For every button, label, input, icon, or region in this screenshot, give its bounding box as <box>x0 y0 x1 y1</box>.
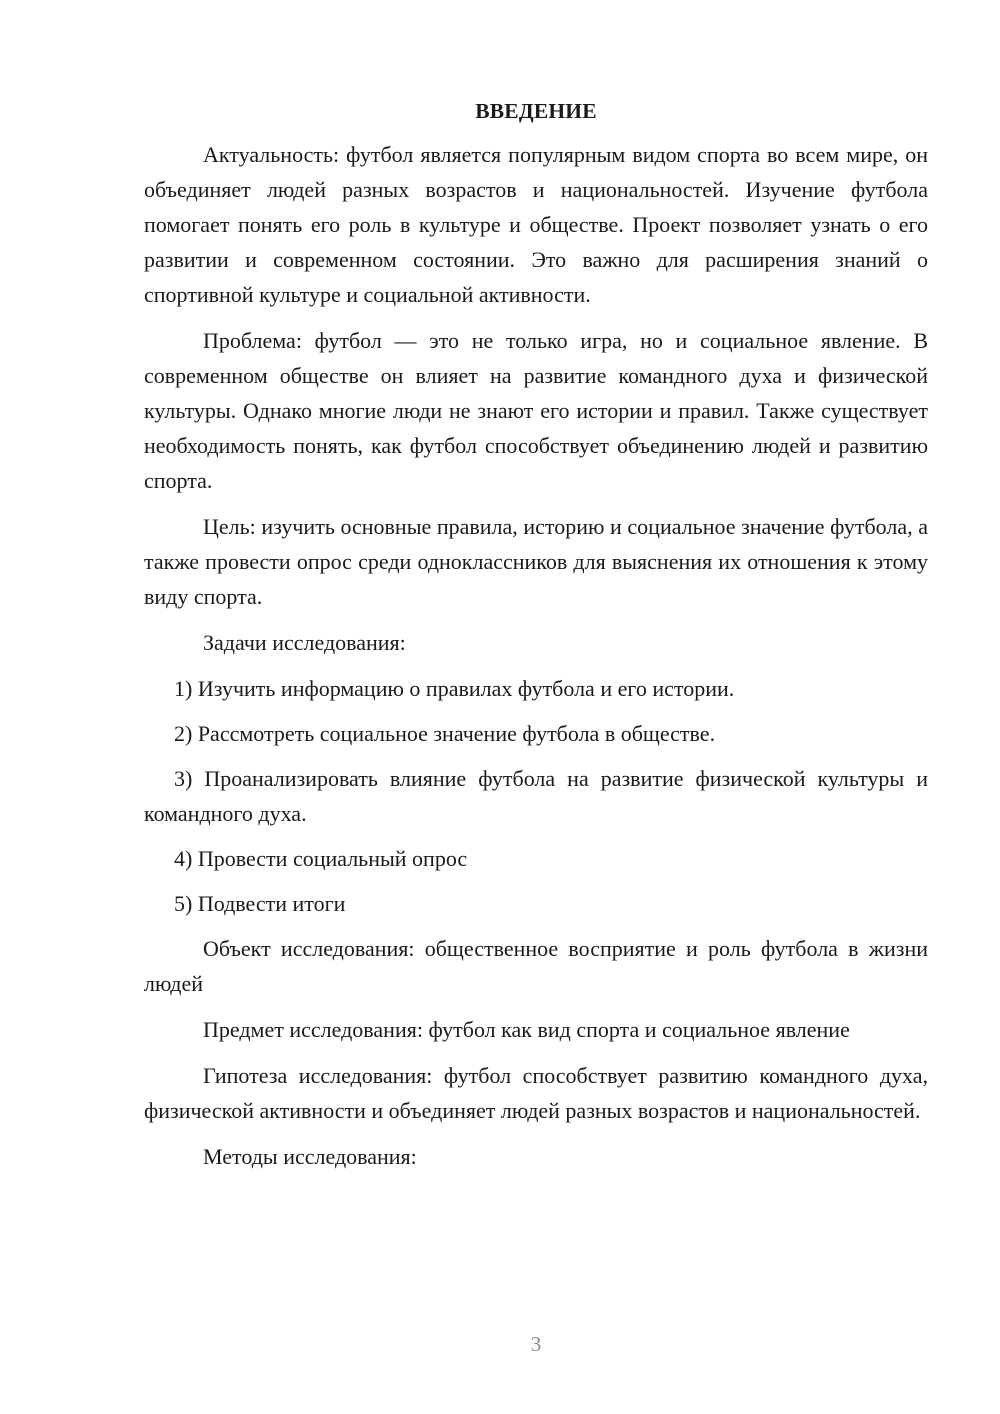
task-item: 3) Проанализировать влияние футбола на развитие физической культуры и командного духа. <box>144 766 928 826</box>
methods-heading: Методы исследования: <box>203 1144 417 1169</box>
hypothesis-paragraph: Гипотеза исследования: футбол способствует развитию командного духа, физической активности и объединяет людей разных возрастов и национальностей. <box>144 1063 928 1123</box>
task-item: 4) Провести социальный опрос <box>174 846 468 871</box>
document-page <box>144 95 928 1185</box>
page-number: 3 <box>530 1332 542 1356</box>
task-item: 5) Подвести итоги <box>174 891 346 916</box>
goal-paragraph: Цель: изучить основные правила, историю и социальное значение футбола, а также провести опрос среди одноклассников для выяснения их отношения к этому виду спорта. <box>144 514 928 609</box>
task-item: 1) Изучить информацию о правилах футбола и его истории. <box>174 676 735 701</box>
section-heading: ВВЕДЕНИЕ <box>475 99 597 123</box>
tasks-heading: Задачи исследования: <box>203 630 406 655</box>
task-item: 2) Рассмотреть социальное значение футбола в обществе. <box>174 721 716 746</box>
subject-paragraph: Предмет исследования: футбол как вид спорта и социальное явление <box>203 1017 850 1042</box>
problem-paragraph: Проблема: футбол — это не только игра, но и социальное явление. В современном обществе он влияет на развитие командного духа и физической культуры. Однако многие люди не знают его истории и правил. Также существует необходимость понять, как футбол способствует объединению людей и развитию спорта. <box>144 328 928 493</box>
object-paragraph: Объект исследования: общественное восприятие и роль футбола в жизни людей <box>144 936 928 996</box>
relevance-paragraph: Актуальность: футбол является популярным видом спорта во всем мире, он объединяет людей разных возрастов и национальностей. Изучение футбола помогает понять его роль в культуре и обществе. Проект позволяет узнать о его развитии и современном состоянии. Это важно для расширения знаний о спортивной культуре и социальной активности. <box>144 142 928 307</box>
